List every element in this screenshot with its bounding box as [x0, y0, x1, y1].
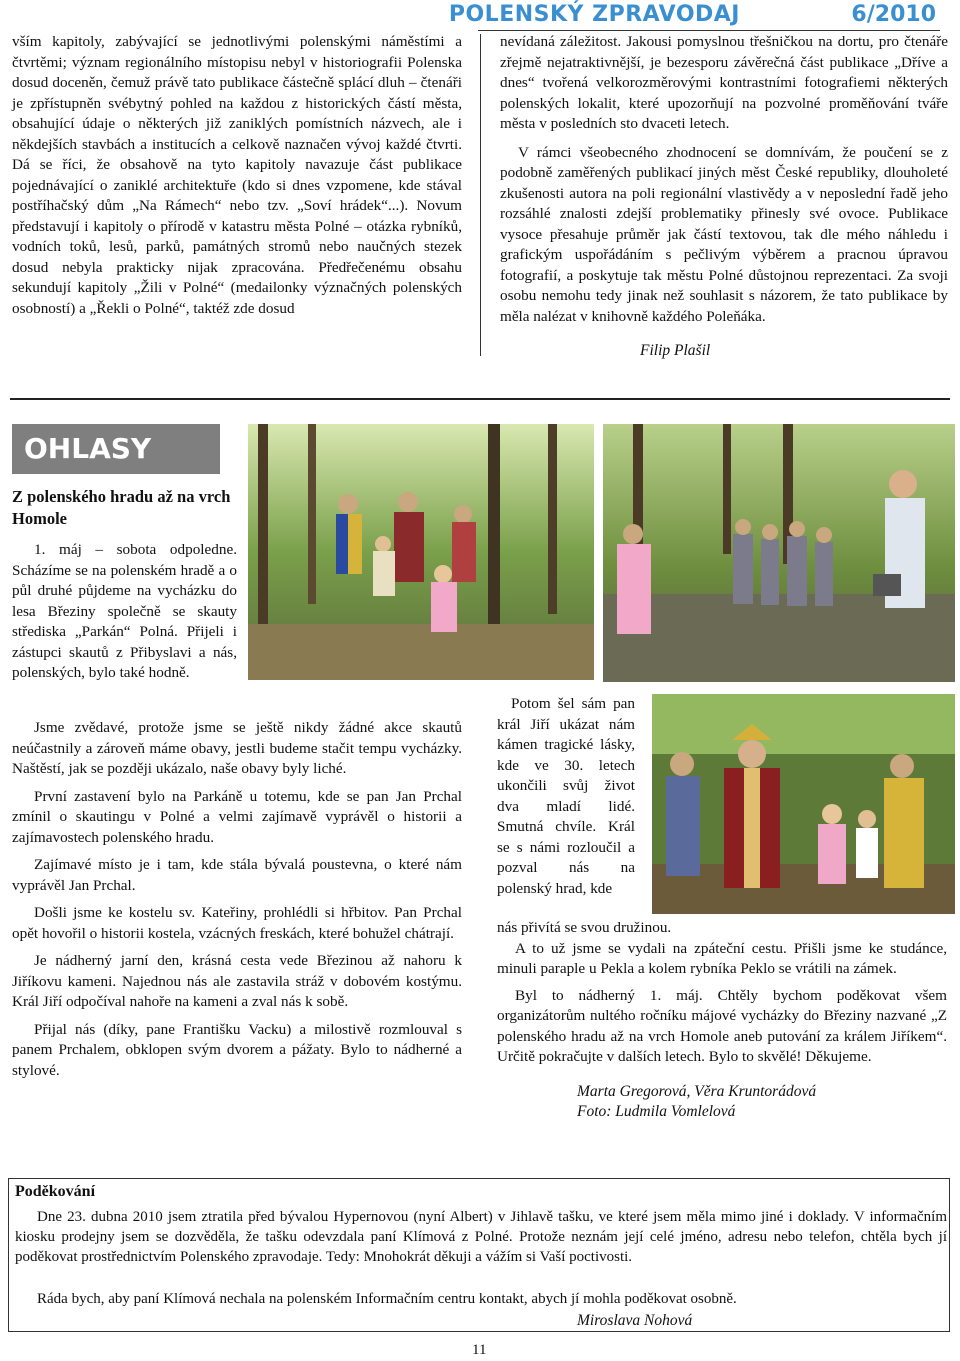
section-label: OHLASY	[12, 424, 220, 474]
article-authors: Marta Gregorová, Věra Kruntorádová	[577, 1082, 817, 1100]
thanks-signature: Miroslava Nohová	[577, 1312, 693, 1329]
article-paragraph: Zajímavé místo je i tam, kde stála bývalá poustevna, o které nám vyprávěl Jan Prchal.	[12, 856, 462, 894]
article-headline: Z polenského hradu až na vrch Homole	[12, 487, 231, 528]
article-start	[12, 486, 237, 684]
thanks-paragraph: Dne 23. dubna 2010 jsem ztratila před bývalou Hypernovou (nyní Albert) v Jihlavě tašku, ve které jsem měla mimo jiné i doklady. V informačním kiosku prodejny jsem se dozvěděla, že tašku odevzdala paní Klímová z Polné. Protože neznám její celé jméno, adresu nebo telefon, chtěla bych jí poděkovat prostřednictvím Polenského zpravodaje. Tedy: Mnohokrát děkuji a vážím si Vaší poctivosti.	[15, 1209, 947, 1265]
review-signature: Filip Plašil	[640, 342, 711, 359]
photo-king-speaking	[603, 424, 955, 682]
article-paragraph: Přijal nás (díky, pane Františku Vacku) a milostivě rozmlouval s panem Prchalem, obklopen svým dvorem a pážaty. Bylo to nádherné a stylové.	[12, 1020, 462, 1079]
article-paragraph: nás přivítá se svou družinou.	[497, 919, 672, 936]
article-paragraph: První zastavení bylo na Parkáně u totemu, kde se pan Jan Prchal zmínil o skautingu v Polné a velmi zajímavě vyprávěl o historii a zajímavostech polenského hradu.	[12, 787, 462, 846]
photo-royal-court	[652, 694, 955, 914]
article-body-right	[497, 918, 947, 1122]
review-text-left: vším kapitoly, zabývající se jednotlivými polenskými náměstími a čtvrtěmi; význam regionálního místopisu nebyl v historiografii Polenska dosud doceněn, čemuž právě tato publikace částečně splácí dluh – čtenáři je zpřístupněn svébytný pohled na každou z historických částí města, obsahující údaje o některých již zaniklých pomístních názvech, ale i někdejších stavbách a institucích a celkově naznačen vývoj každé čtvrti. Dá se říci, že obsahově na tyto kapitoly navazuje část publikace pojednávající o zaniklé architektuře (kdo si dnes vzpomene, kde stával postříhačský dům „Na Rámech“ nebo tzv. „Soví hrádek“...). Novum představují i kapitoly o přírodě v katastru města Polné – otázka rybníků, vodních toků, lesů, parků, památných stromů nebo naučných stezek dosud nebyla prakticky nijak zpracována. Předřečenému obsahu sekundují kapitoly „Žili v Polné“ (medailonky význačných polenských osobností) a „Řekli o Polné“, taktéž zde dosud	[12, 33, 462, 317]
header-rule	[478, 30, 940, 31]
article-intro: 1. máj – sobota odpoledne. Scházíme se na polenském hradě a o půl druhé půjdeme na vycházku do lesa Březiny společně se skauty střediska „Parkán“ Polná. Přijeli i zástupci skautů z Přibyslavi a nás, polenských, bylo také hodně.	[12, 541, 237, 681]
review-paragraph: V rámci všeobecného zhodnocení se domnívám, že poučení se z podobně zaměřených publikací jiných měst České republiky, dlouholeté zkušenosti autora na poli regionální vlastivědy a v neposlední řadě jeho rozsáhlé znalosti zdejší problematiky přinesly své ovoce. Publikace vysoce přesahuje průměr jak částí textovou, tak dle mého náhledu i grafickým uspořádáním s pečlivým výběrem a pracnou úpravou fotografií, a poskytuje tak městu Polné důstojnou reprezentaci. Za svoji osobu nemohu tedy jinak než souhlasit s názorem, že tato publikace by měla nalézat v knihovně každého Poleňáka.	[500, 143, 948, 325]
article-body-left	[12, 718, 462, 1081]
thanks-box	[8, 1178, 950, 1332]
article-paragraph: Došli jsme ke kostelu sv. Kateřiny, prohlédli si hřbitov. Pan Prchal opět hovořil o historii kostela, vzácných freskách, které bohužel chátrají.	[12, 904, 462, 942]
article-continuation: Potom šel sám pan král Jiří ukázat nám kámen tragické lásky, kde ve 30. letech ukončili svůj život dva mladí lidé. Smutná chvíle. Král se s námi rozloučil a pozval nás na polenský hrad, kde	[497, 695, 635, 897]
thanks-paragraph: Ráda bych, aby paní Klímová nechala na polenském Informačním centru kontakt, abych jí mohla poděkovat osobně.	[37, 1291, 737, 1307]
photo-credit: Foto: Ludmila Vomlelová	[577, 1102, 736, 1120]
review-text-right	[500, 32, 948, 361]
newsletter-title: POLENSKÝ ZPRAVODAJ	[448, 2, 740, 27]
thanks-heading: Poděkování	[15, 1183, 96, 1200]
section-separator	[10, 398, 950, 400]
column-divider	[480, 34, 481, 356]
page-number: 11	[472, 1342, 487, 1358]
article-paragraph: Jsme zvědavé, protože jsme se ještě nikdy žádné akce skautů neúčastnily a zároveň máme obavy, jestli budeme stačit tempu vycházky. Naštěstí, jak se později ukázalo, naše obavy byly liché.	[12, 719, 462, 777]
review-paragraph: nevídaná záležitost. Jakousi pomyslnou třešničkou na dortu, pro čtenáře zřejmě nejatraktivnější, je bezesporu závěrečná část publikace „Dříve a dnes“ tvořená velkorozměrovými kontrastními fotografiemi některých polenských lokalit, které upozorňují na pozvolné proměňování tváře města v posledních sto dvaceti letech.	[500, 33, 948, 132]
article-paragraph: Byl to nádherný 1. máj. Chtěly bychom poděkovat všem organizátorům nultého ročníku májové vycházky do Březiny nazvané „Z polenského hradu až na vrch Homole aneb putování za králem Jiříkem“. Určitě pokračujte v dalších letech. Bylo to skvělé! Děkujeme.	[497, 986, 947, 1065]
issue-number: 6/2010	[851, 2, 936, 27]
article-paragraph: A to už jsme se vydali na zpáteční cestu. Přišli jsme ke studánce, minuli paraple u Pekla a kolem rybníka Peklo se vrátili na zámek.	[497, 939, 947, 977]
article-paragraph: Je nádherný jarní den, krásná cesta vede Březinou až nahoru k Jiříkovu kameni. Najednou nás ale zastavila stráž v dobovém kostýmu. Král Jiří odpočíval nahoře na kameni a zval nás k sobě.	[12, 952, 462, 1010]
photo-group-in-forest	[248, 424, 594, 680]
